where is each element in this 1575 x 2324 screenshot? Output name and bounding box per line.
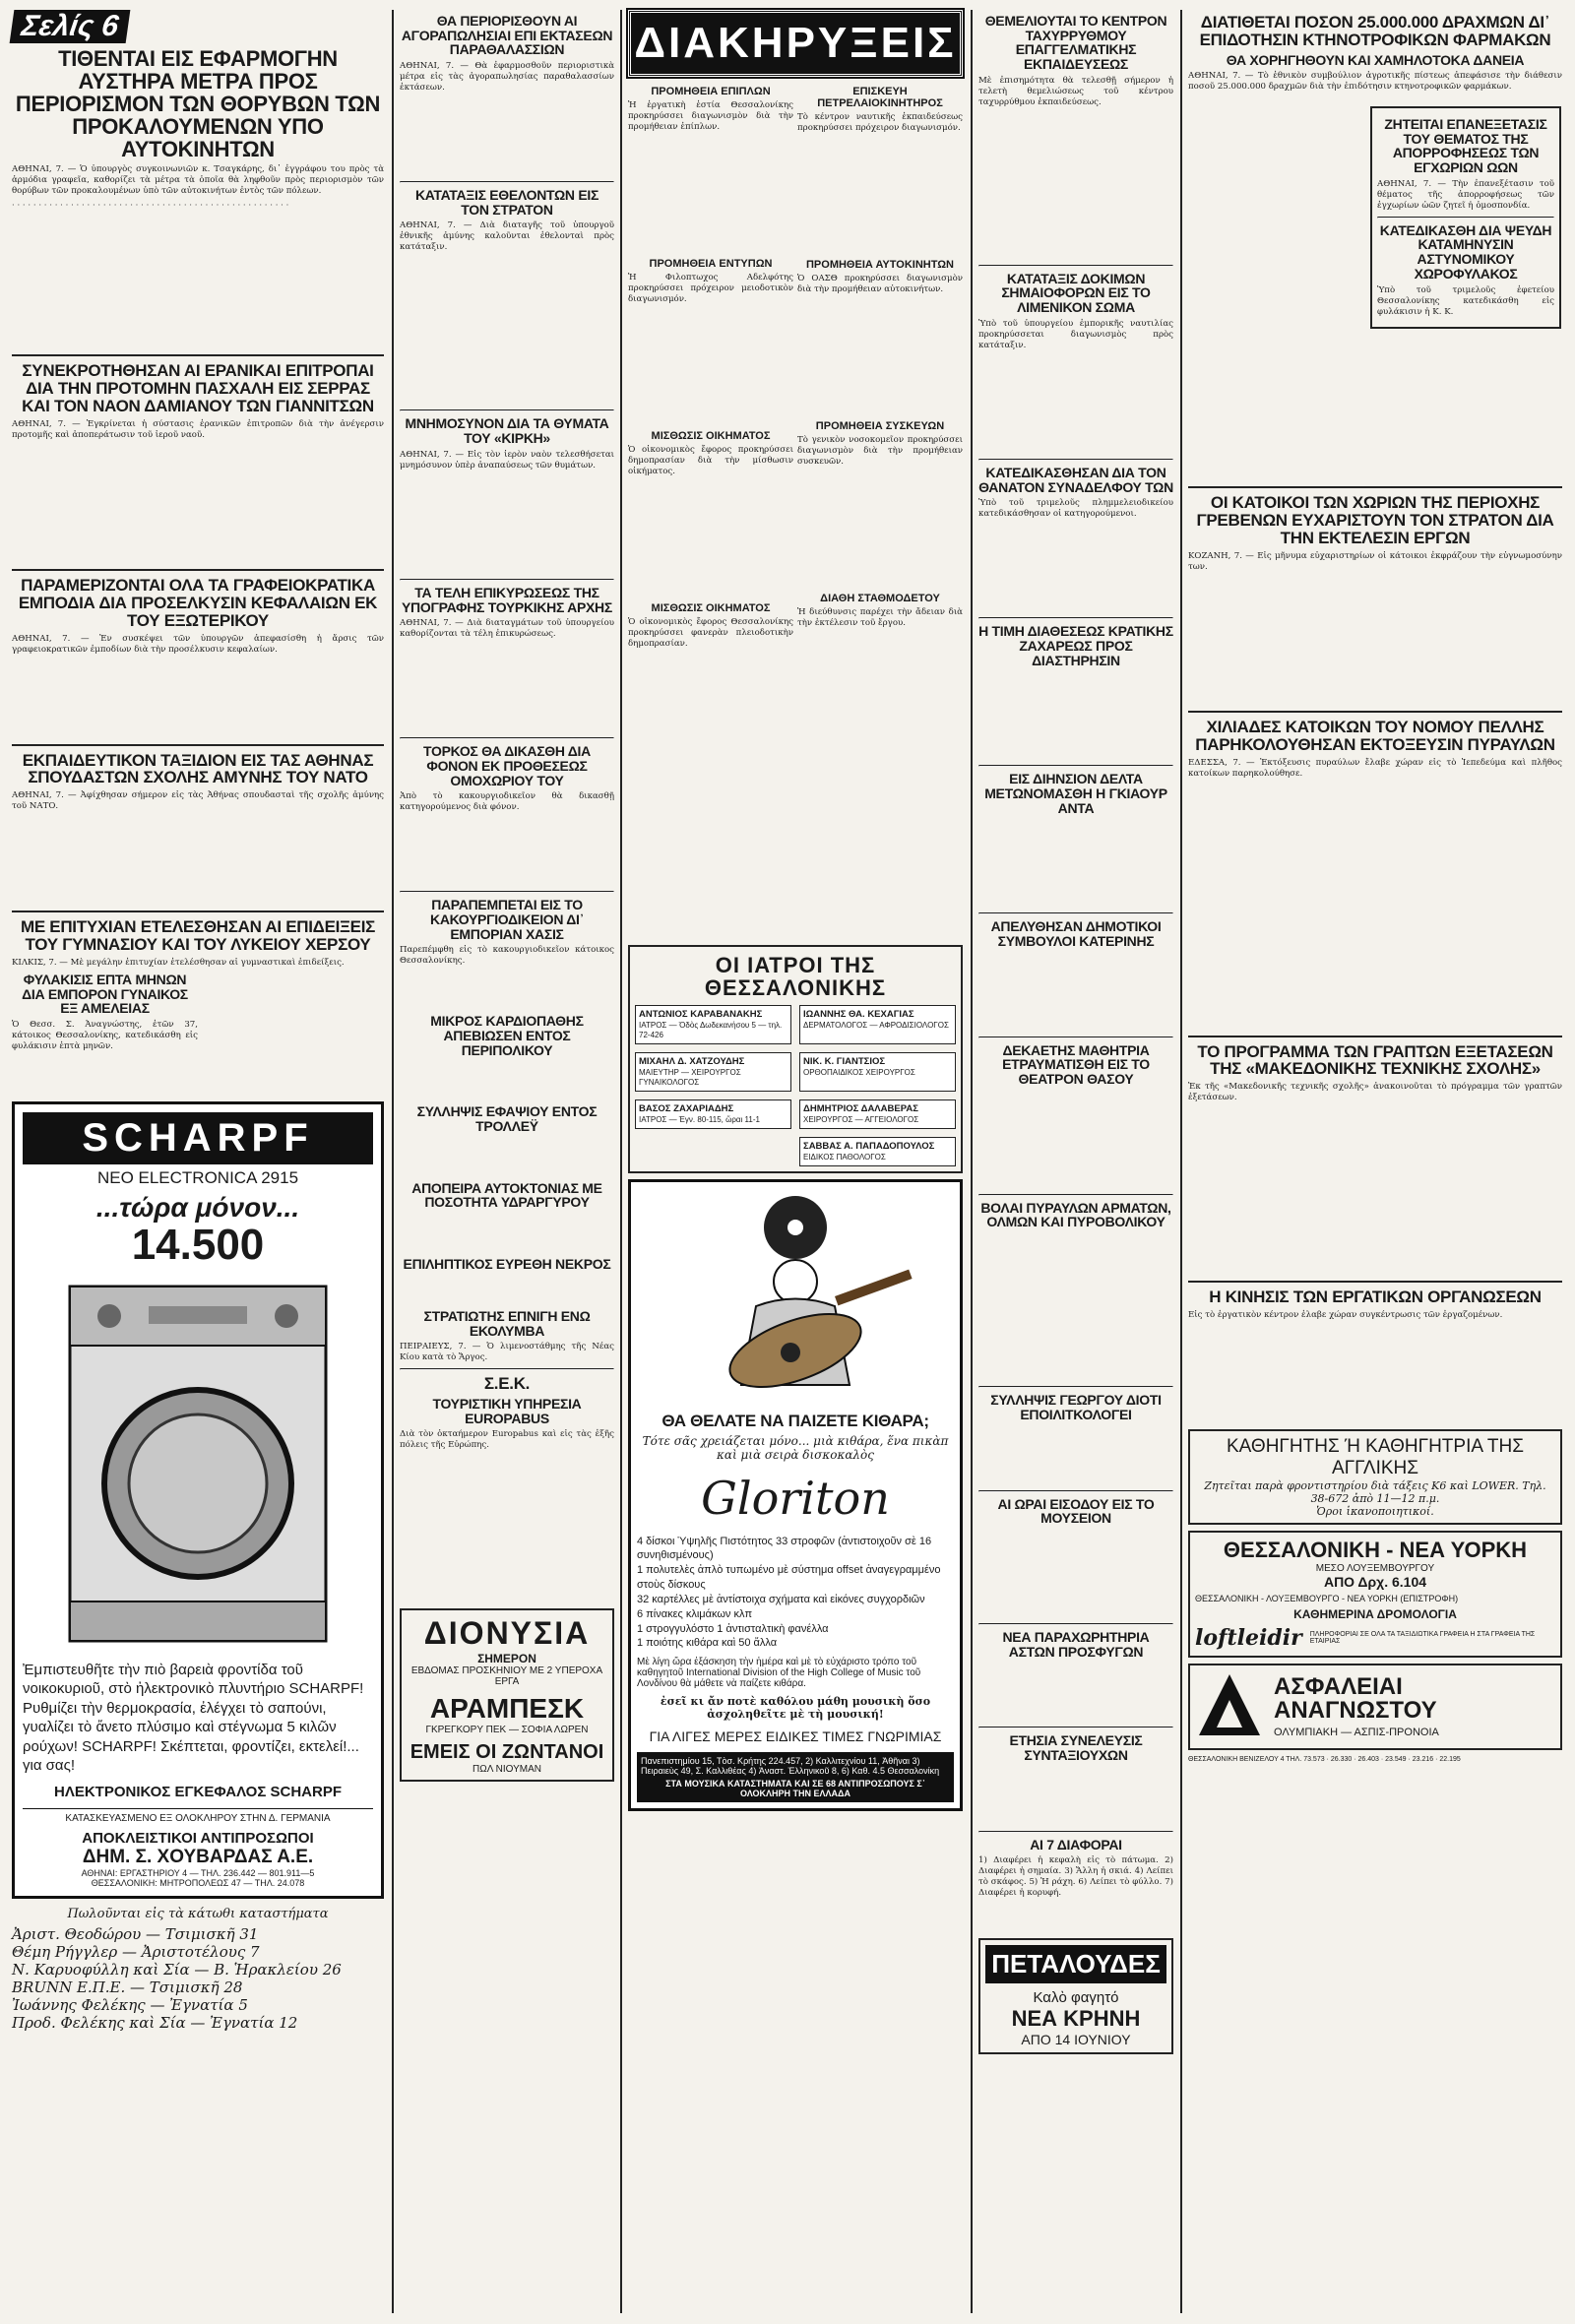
article-memorial: ΑΘΗΝΑΙ, 7. — Εἰς τὸν ἱερὸν ναὸν τελεσθήσεται μνημόσυνον ὑπὲρ ἀναπαύσεως τῶν θυμάτων. — [400, 449, 614, 471]
column-2 — [400, 10, 614, 1788]
article-hashish: Παρεπέμφθη εἰς τὸ κακουργιοδικεῖον κάτοικος Θεσσαλονίκης. — [400, 945, 614, 967]
scharpf-company: ΔΗΜ. Σ. ΧΟΥΒΑΡΔΑΣ Α.Ε. — [82, 1846, 314, 1867]
dionysia-today: ΣΗΜΕΡΟΝ — [477, 1652, 536, 1666]
announcement-body: Ὁ ΟΑΣΘ προκηρύσσει διαγωνισμὸν διὰ τὴν προμήθειαν αὐτοκινήτων. — [797, 274, 963, 294]
gloriton-offer: ΓΙΑ ΛΙΓΕΣ ΜΕΡΕΣ ΕΙΔΙΚΕΣ ΤΙΜΕΣ ΓΝΩΡΙΜΙΑΣ — [649, 1728, 942, 1745]
dionysia-film2: ΕΜΕΙΣ ΟΙ ΖΩΝΤΑΝΟΙ — [410, 1741, 604, 1764]
headline-refugees: ΝΕΑ ΠΑΡΑΧΩΡΗΤΗΡΙΑ ΑΣΤΩΝ ΠΡΟΣΦΥΓΩΝ — [1002, 1628, 1150, 1660]
guitar-subtitle: Τότε σᾶς χρειάζεται μόνο... μιὰ κιθάρα, ἕνα πικὰπ καὶ μιὰ σειρὰ δισκοκαλὸς — [642, 1433, 949, 1462]
doctor-card: ΔΗΜΗΤΡΙΟΣ ΔΑΛΑΒΕΡΑΣ ΧΕΙΡΟΥΡΓΟΣ — ΑΓΓΕΙΟΛΟΓΟΣ — [799, 1099, 956, 1129]
air-daily: ΚΑΘΗΜΕΡΙΝΑ ΔΡΟΜΟΛΟΓΙΑ — [1293, 1607, 1457, 1622]
headline-murder-trial: ΤΟΡΚΟΣ ΘΑ ΔΙΚΑΣΘΗ ΔΙΑ ΦΟΝΟΝ ΕΚ ΠΡΟΘΕΣΕΩΣ ΟΜΟΧΩΡΙΟΥ ΤΟΥ — [423, 743, 591, 788]
headline-committees: ΣΥΝΕΚΡΟΤΗΘΗΣΑΝ ΑΙ ΕΡΑΝΙΚΑΙ ΕΠΙΤΡΟΠΑΙ ΔΙΑ ΤΗΝ ΠΡΟΤΟΜΗΝ ΠΑΣΧΑΛΗ ΕΙΣ ΣΕΡΡΑΣ ΚΑΙ ΤΟΝ ΝΑΟΝ ΔΑΜΙΑΝΟΥ ΤΩΝ ΓΙΑΝΝΙΤΣΩΝ — [22, 361, 374, 416]
gloriton-ad — [628, 1179, 963, 1812]
sek-body: Διὰ τὸν ὀκταήμερον Europabus καὶ εἰς τὰς ἑξῆς πόλεις τῆς Εὐρώπης. — [400, 1429, 614, 1451]
ins-brand: ΑΣΦΑΛΕΙΑΙ ΑΝΑΓΝΩΣΤΟΥ — [1274, 1673, 1437, 1725]
store-item: BRUNN Ε.Π.Ε. — Τσιμισκῆ 28 — [12, 1978, 243, 1996]
gloriton-brand: Gloriton — [701, 1471, 890, 1525]
headline-convicted: ΚΑΤΕΔΙΚΑΣΘΗΣΑΝ ΔΙΑ ΤΟΝ ΘΑΝΑΤΟΝ ΣΥΝΑΔΕΛΦΟΥ ΤΩΝ — [978, 464, 1173, 495]
scharpf-sold-at: Πωλοῦνται εἰς τὰ κάτωθι καταστήματα — [67, 1906, 329, 1921]
headline-mercury: ΑΠΟΠΕΙΡΑ ΑΥΤΟΚΤΟΝΙΑΣ ΜΕ ΠΟΣΟΤΗΤΑ ΥΔΡΑΡΓΥΡΟΥ — [411, 1179, 602, 1211]
headline-pensioners: ΕΤΗΣΙΑ ΣΥΝΕΛΕΥΣΙΣ ΣΥΝΤΑΞΙΟΥΧΩΝ — [1009, 1732, 1143, 1763]
feature-item: 1 στρογγυλόστο 1 ἀντισταλτικὴ φανέλλα — [637, 1622, 829, 1635]
article-grevena: ΚΟΖΑΝΗ, 7. — Εἰς μῆνυμα εὐχαριστηρίων οἱ κάτοικοι ἐκφράζουν τὴν εὐγνωμοσύνην των. — [1188, 550, 1562, 572]
feature-item: 4 δίσκοι Ὑψηλῆς Πιστότητος 33 στροφῶν (ἀντιστοιχοῦν σὲ 16 συνηθισμένους) — [637, 1535, 932, 1562]
headline-coastal: ΘΑ ΠΕΡΙΟΡΙΣΘΟΥΝ ΑΙ ΑΓΟΡΑΠΩΛΗΣΙΑΙ ΕΠΙ ΕΚΤΑΣΕΩΝ ΠΑΡΑΘΑΛΑΣΣΙΩΝ — [401, 13, 613, 58]
doctors-grid — [633, 1003, 958, 1168]
announcement-heading: ΜΙΣΘΩΣΙΣ ΟΙΚΗΜΑΤΟΣ — [651, 602, 771, 614]
doctor-card: ΑΝΤΩΝΙΟΣ ΚΑΡΑΒΑΝΑΚΗΣ ΙΑΤΡΟΣ — Ὁδὸς Δωδεκανήσου 5 — τηλ. 72-426 — [635, 1005, 791, 1044]
headline-labor: Η ΚΙΝΗΣΙΣ ΤΩΝ ΕΡΓΑΤΙΚΩΝ ΟΡΓΑΝΩΣΕΩΝ — [1209, 1288, 1542, 1307]
scharpf-copy: Ἐμπιστευθῆτε τὴν πιὸ βαρειὰ φροντίδα τοῦ νοικοκυριοῦ, στὸ ἠλεκτρονικὸ πλυντήριο SCHARPF! Ρυθμίζει τὴν θερμοκρασία, ἐλέγχει τὸ σαπούνι, γυαλίζει τὸ ἄνετο πλύσιμο καὶ στέγνωμα 5 κιλῶν ρούχων! SCHARPF! Σκέπτεται, φροντίζει, εκτελεί!... για σας! — [23, 1661, 364, 1775]
article-convicted: Ὑπὸ τοῦ τριμελοῦς πλημμελειοδικείου κατεδικάσθησαν οἱ κατηγορούμενοι. — [978, 498, 1173, 520]
dionysia-cast1: ΓΚΡΕΓΚΟΡΥ ΠΕΚ — ΣΟΦΙΑ ΛΩΡΕΝ — [425, 1725, 589, 1736]
teacher-body: Ζητεῖται παρὰ φροντιστηρίου διὰ τάξεις Κ6 καὶ LOWER. Τηλ. 38-672 ἀπὸ 11—12 π.μ. — [1204, 1479, 1546, 1506]
announcement-heading: ΕΠΙΣΚΕΥΗ ΠΕΤΡΕΛΑΙΟΚΙΝΗΤΗΡΟΣ — [817, 86, 943, 109]
petaloudes-food: Καλὸ φαγητό — [1033, 1989, 1119, 2007]
article-noise-measures: ΑΘΗΝΑΙ, 7. — Ὁ ὑπουργὸς συγκοινωνιῶν κ. Τσαγκάρης, δι᾽ ἐγγράφου του πρὸς τὰ ἁρμόδια γραφεῖα, καθορίζει τὰ μέτρα τὰ ὁποῖα θὰ ληφθοῦν πρὸς περιορισμὸν τῶν θορύβων τῶν προκαλουμένων ὑπὸ τῶν αὐτοκινήτων ἐντὸς τῶν πόλεων. — [12, 164, 384, 197]
announcement-body: Ἡ διεύθυνσις παρέχει τὴν ἄδειαν διὰ τὴν ἐκτέλεσιν τοῦ ἔργου. — [797, 607, 963, 628]
headline-missile-fire: ΒΟΛΑΙ ΠΥΡΑΥΛΩΝ ΑΡΜΑΤΩΝ, ΟΛΜΩΝ ΚΑΙ ΠΥΡΟΒΟΛΙΚΟΥ — [980, 1199, 1171, 1230]
article-turkish-fees: ΑΘΗΝΑΙ, 7. — Διὰ διαταγμάτων τοῦ ὑπουργείου καθορίζονται τὰ τέλη ἐπικυρώσεως. — [400, 618, 614, 640]
headline-7-differences: ΑΙ 7 ΔΙΑΦΟΡΑΙ — [1030, 1836, 1122, 1853]
feature-item: 1 ποιότης κιθάρα καὶ 50 ἄλλα — [637, 1637, 778, 1650]
headline-false-report: ΚΑΤΕΔΙΚΑΣΘΗ ΔΙΑ ΨΕΥΔΗ ΚΑΤΑΜΗΝΥΣΙΝ ΑΣΤΥΝΟΜΙΚΟΥ ΧΩΡΟΦΥΛΑΚΟΣ — [1379, 221, 1552, 282]
article-gym-shows: ΚΙΛΚΙΣ, 7. — Μὲ μεγάλην ἐπιτυχίαν ἐτελέσθησαν αἱ γυμναστικαὶ ἐπιδείξεις. — [12, 957, 345, 968]
headline-cardiac: ΜΙΚΡΟΣ ΚΑΡΔΙΟΠΑΘΗΣ ΑΠΕΒΙΩΣΕΝ ΕΝΤΟΣ ΠΕΡΙΠΟΛΙΚΟΥ — [430, 1013, 584, 1058]
store-item: Ἀριστ. Θεοδώρου — Τσιμισκῆ 31 — [12, 1924, 259, 1943]
announcement-heading: ΠΡΟΜΗΘΕΙΑ ΣΥΣΚΕΥΩΝ — [815, 420, 945, 432]
headline-councillors: ΑΠΕΛΥΘΗΣΑΝ ΔΗΜΟΤΙΚΟΙ ΣΥΜΒΟΥΛΟΙ ΚΑΤΕΡΙΝΗΣ — [990, 918, 1162, 949]
article-murder-trial: Ἀπὸ τὸ κακουργιοδικεῖον θὰ δικασθῇ κατηγορούμενος διὰ φόνον. — [400, 791, 614, 813]
article-training-center: Μὲ ἐπισημότητα θὰ τελεσθῇ σήμερον ἡ τελετὴ θεμελιώσεως τοῦ κέντρου ταχυρρύθμου ἐκπαιδεύσεως. — [978, 75, 1173, 107]
headline-turkish-fees: ΤΑ ΤΕΛΗ ΕΠΙΚΥΡΩΣΕΩΣ ΤΗΣ ΥΠΟΓΡΑΦΗΣ ΤΟΥΡΚΙΚΗΣ ΑΡΧΗΣ — [402, 584, 612, 615]
dionysia-ad — [400, 1608, 614, 1782]
headline-bureaucracy: ΠΑΡΑΜΕΡΙΖΟΝΤΑΙ ΟΛΑ ΤΑ ΓΡΑΦΕΙΟΚΡΑΤΙΚΑ ΕΜΠΟΔΙΑ ΔΙΑ ΠΡΟΣΕΛΚΥΣΙΝ ΚΕΦΑΛΑΙΩΝ ΕΚ ΤΟΥ ΕΞΩΤΕΡΙΚΟΥ — [18, 576, 378, 630]
article-pella-rockets: ΕΔΕΣΣΑ, 7. — Ἐκτόξευσις πυραύλων ἔλαβε χώραν εἰς τὸ Ἱεπεδεύμα καὶ πλῆθος κατοίκων παρηκολούθησε. — [1188, 757, 1562, 779]
headline-gym-shows: ΜΕ ΕΠΙΤΥΧΙΑΝ ΕΤΕΛΕΣΘΗΣΑΝ ΑΙ ΕΠΙΔΕΙΞΕΙΣ ΤΟΥ ΓΥΜΝΑΣΙΟΥ ΚΑΙ ΤΟΥ ΛΥΚΕΙΟΥ ΧΕΡΣΟΥ — [20, 917, 376, 955]
announcements-banner: ΔΙΑΚΗΡΥΞΕΙΣ — [628, 10, 963, 77]
feature-item: 6 πίνακες κλιμάκων κλπ — [637, 1607, 753, 1620]
doctors-section — [628, 945, 963, 1173]
headline-pella-rockets: ΧΙΛΙΑΔΕΣ ΚΑΤΟΙΚΩΝ ΤΟΥ ΝΟΜΟΥ ΠΕΛΛΗΣ ΠΑΡΗΚΟΛΟΥΘΗΣΑΝ ΕΚΤΟΞΕΥΣΙΝ ΠΥΡΑΥΛΩΝ — [1195, 717, 1555, 754]
headline-exam-program: ΤΟ ΠΡΟΓΡΑΜΜΑ ΤΩΝ ΓΡΑΠΤΩΝ ΕΞΕΤΑΣΕΩΝ ΤΗΣ «ΜΑΚΕΔΟΝΙΚΗΣ ΤΕΧΝΙΚΗΣ ΣΧΟΛΗΣ» — [1197, 1041, 1553, 1079]
ins-sub: ΟΛΥΜΠΙΑΚΗ — ΑΣΠΙΣ-ΠΡΟΝΟΙΑ — [1274, 1727, 1439, 1739]
article-eggs: ΑΘΗΝΑΙ, 7. — Τὴν ἐπανεξέτασιν τοῦ θέματος τῆς ἀπορροφήσεως τῶν ἐγχωρίων ὠῶν ζητεῖ ἡ ὁμοσπονδία. — [1377, 178, 1554, 211]
teacher-title: ΚΑΘΗΓΗΤΗΣ Ή ΚΑΘΗΓΗΤΡΙΑ ΤΗΣ ΑΓΓΛΙΚΗΣ — [1226, 1436, 1524, 1479]
feature-item: 32 καρτέλλες μὲ ἀντίστοιχα σχήματα καὶ εἰκόνες συγχορδιῶν — [637, 1593, 925, 1605]
feature-item: 1 πολυτελὲς ἀπλὸ τυπωμένο μὲ σύστημα offset ἀναγεγραμμένο στοὺς δίσκους — [637, 1564, 941, 1592]
petaloudes-place: ΝΕΑ ΚΡΗΝΗ — [1011, 2006, 1141, 2032]
section-tag: Σελίς 6 — [10, 10, 131, 43]
ins-address: ΘΕΣΣΑΛΟΝΙΚΗ ΒΕΝΙΖΕΛΟΥ 4 ΤΗΛ. 73.573 · 26.330 · 26.403 · 23.549 · 23.216 · 22.195 — [1188, 1756, 1461, 1764]
air-route: ΘΕΣΣΑΛΟΝΙΚΗ - ΛΟΥΞΕΜΒΟΥΡΓΟ - ΝΕΑ ΥΟΡΚΗ (ΕΠΙΣΤΡΟΦΗ) — [1195, 1594, 1459, 1604]
petaloudes-title: ΠΕΤΑΛΟΥΔΕΣ — [985, 1945, 1166, 1983]
announcement-heading: ΠΡΟΜΗΘΕΙΑ ΕΠΙΠΛΩΝ — [651, 86, 771, 97]
article-port-police: Ὑπὸ τοῦ ὑπουργείου ἐμπορικῆς ναυτιλίας προκηρύσσεται διαγωνισμὸς πρὸς κατάταξιν. — [978, 318, 1173, 350]
headline-giaour: ΕΙΣ ΔΙΗΝΣΙΟΝ ΔΕΛΤΑ ΜΕΤΩΝΟΜΑΣΘΗ Η ΓΚΙΑΟΥΡ ΑΝΤΑ — [984, 771, 1167, 816]
announcement-body: Τὸ γενικὸν νοσοκομεῖον προκηρύσσει διαγωνισμὸν διὰ τὴν προμήθειαν συσκευῶν. — [797, 435, 963, 467]
english-teacher-ad — [1188, 1429, 1562, 1525]
headline-trolley: ΣΥΛΛΗΨΙΣ ΕΦΑΨΙΟΥ ΕΝΤΟΣ ΤΡΟΛΛΕΫ — [416, 1103, 598, 1135]
store-item: Ν. Καρυοφύλλη καὶ Σία — Β. Ἡρακλείου 26 — [12, 1960, 342, 1979]
store-item: Ἰωάννης Φελέκης — Ἐγνατία 5 — [12, 1995, 248, 2014]
gloriton-tag: ἐσεῖ κι ἄν ποτὲ καθόλου μάθη μουσικὴ ὅσο ἀσχοληθεῖτε μὲ τὴ μουσική! — [660, 1695, 931, 1722]
guitar-illustration — [637, 1188, 954, 1409]
gloriton-stores: Πανεπιστημίου 15, Τὸσ. Κρήτης 224.457, 2) Καλλιτεχνίου 11, Ἀθῆναι 3) Πειραιεὺς 49, Σ. Καλλιθέας 4) Ἀναστ. Ἑλληνικοῦ 8, 6) Καθ. 4.5 Θεσσαλονίκη ΣΤΑ ΜΟΥΣΙΚΑ ΚΑΤΑΣΤΗΜΑΤΑ ΚΑΙ ΣΕ 68 ΑΝΤΙΠΡΟΣΩΠΟΥΣ Σ᾽ ΟΛΟΚΛΗΡΗ ΤΗΝ ΕΛΛΑΔΑ — [637, 1752, 954, 1802]
scharpf-model: NEO ELECTRONICA 2915 — [96, 1167, 299, 1187]
headline-grevena: ΟΙ ΚΑΤΟΙΚΟΙ ΤΩΝ ΧΩΡΙΩΝ ΤΗΣ ΠΕΡΙΟΧΗΣ ΓΡΕΒΕΝΩΝ ΕΥΧΑΡΙΣΤΟΥΝ ΤΟΝ ΣΤΡΑΤΟΝ ΔΙΑ ΤΗΝ ΕΚΤΕΛΕΣΙΝ ΕΡΓΩΝ — [1196, 493, 1554, 548]
dionysia-cast2: ΠΩΛ ΝΙΟΥΜΑΝ — [472, 1764, 541, 1776]
article-labor: Εἰς τὸ ἐργατικὸν κέντρον ἐλαβε χώραν συγκέντρωσις τῶν ἐργαζομένων. — [1188, 1310, 1503, 1321]
scharpf-brand: SCHARPF — [23, 1112, 373, 1164]
scharpf-addr2: ΘΕΣΣΑΛΟΝΙΚΗ: ΜΗΤΡΟΠΟΛΕΩΣ 47 — ΤΗΛ. 24.078 — [91, 1877, 305, 1888]
dionysia-title: ΔΙΟΝΥΣΙΑ — [423, 1615, 591, 1652]
scharpf-ad — [12, 1101, 384, 1899]
headline-memorial: ΜΝΗΜΟΣΥΝΟΝ ΔΙΑ ΤΑ ΘΥΜΑΤΑ ΤΟΥ «ΚΙΡΚΗ» — [405, 415, 609, 447]
teacher-conditions: Ὁροι ἱκανοποιητικοί. — [1316, 1505, 1434, 1519]
announcements-right — [797, 83, 963, 654]
store-item: Προδ. Φελέκης καὶ Σία — Ἐγνατία 12 — [12, 2013, 298, 2032]
article-imprisonment: Ὁ Θεσσ. Σ. Ἀναγνώστης, ἐτῶν 37, κάτοικος Θεσσαλονίκης, κατεδικάσθη εἰς φυλάκισιν ἑπτὰ μηνῶν. — [12, 1019, 198, 1051]
dionysia-week: ΕΒΔΟΜΑΣ ΠΡΟΣΚΗΝΙΟΥ ΜΕ 2 ΥΠΕΡΟΧΑ ΕΡΓΑ — [410, 1665, 603, 1688]
washing-machine-image — [50, 1277, 346, 1651]
article-coastal: ΑΘΗΝΑΙ, 7. — Θὰ ἐφαρμοσθοῦν περιοριστικὰ μέτρα εἰς τὰς ἀγοραπωλησίας παραθαλασσίων ἐκτάσεων. — [400, 61, 614, 94]
doctor-card: ΣΑΒΒΑΣ Α. ΠΑΠΑΔΟΠΟΥΛΟΣ ΕΙΔΙΚΟΣ ΠΑΘΟΛΟΓΟΣ — [799, 1137, 956, 1166]
headline-farmer-arrest: ΣΥΛΛΗΨΙΣ ΓΕΩΡΓΟΥ ΔΙΟΤΙ ΕΠΟΙΛΙΤΚΟΛΟΓΕΙ — [990, 1392, 1162, 1422]
headline-port-police: ΚΑΤΑΤΑΞΙΣ ΔΟΚΙΜΩΝ ΣΗΜΑΙΟΦΟΡΩΝ ΕΙΣ ΤΟ ΛΙΜΕΝΙΚΟΝ ΣΩΜΑ — [1001, 270, 1151, 316]
column-divider — [392, 10, 394, 2313]
dionysia-film1: ΑΡΑΜΠΕΣΚ — [429, 1693, 585, 1725]
announcement-heading: ΠΡΟΜΗΘΕΙΑ ΑΥΤΟΚΙΝΗΤΩΝ — [805, 259, 954, 271]
article-exam-program: Ἐκ τῆς «Μακεδονικῆς τεχνικῆς σχολῆς» ἀνακοινοῦται τὸ πρόγραμμα τῶν γραπτῶν ἐξετάσεων. — [1188, 1082, 1562, 1103]
announcement-heading: ΠΡΟΜΗΘΕΙΑ ΕΝΤΥΠΩΝ — [649, 258, 773, 270]
announcement-body: Ὁ οἰκονομικὸς ἔφορος προκηρύσσει δημοπρασίαν διὰ τὴν μίσθωσιν οἰκήματος. — [628, 445, 793, 476]
column-divider — [1180, 10, 1182, 2313]
gloriton-copy: Μὲ λίγη ὥρα ἐξάσκηση τὴν ἡμέρα καὶ μὲ τὸ εὐχάριστο τρόπο τοῦ καθηγητοῦ International Division of the High College of Music τοῦ Λονδίνου θὰ μάθετε νὰ παίζετε κιθάρα. — [637, 1657, 921, 1690]
headline-eggs: ΖΗΤΕΙΤΑΙ ΕΠΑΝΕΞΕΤΑΣΙΣ ΤΟΥ ΘΕΜΑΤΟΣ ΤΗΣ ΑΠΟΡΡΟΦΗΣΕΩΣ ΤΩΝ ΕΓΧΩΡΙΩΝ ΩΩΝ — [1384, 116, 1547, 176]
petaloudes-date: ΑΠΟ 14 ΙΟΥΝΙΟΥ — [1021, 2032, 1131, 2048]
air-price: ΑΠΟ Δρχ. 6.104 — [1323, 1574, 1427, 1591]
column-1 — [12, 10, 384, 2032]
announcement-heading: ΜΙΣΘΩΣΙΣ ΟΙΚΗΜΑΤΟΣ — [651, 430, 771, 442]
headline-volunteers: ΚΑΤΑΤΑΞΙΣ ΕΘΕΛΟΝΤΩΝ ΕΙΣ ΤΟΝ ΣΤΡΑΤΟΝ — [414, 187, 599, 218]
article-vet-subsidy: ΑΘΗΝΑΙ, 7. — Τὸ ἐθνικὸν συμβούλιον ἀγροτικῆς πίστεως ἀπεφάσισε τὴν διάθεσιν ποσοῦ 25.000.000 δραχμῶν διὰ τὴν ἐπιδότησιν κτηνοτροφικῶν φαρμάκων. — [1188, 71, 1562, 93]
air-title: ΘΕΣΣΑΛΟΝΙΚΗ - ΝΕΑ ΥΟΡΚΗ — [1223, 1538, 1528, 1563]
scharpf-brain: ΗΛΕΚΤΡΟΝΙΚΟΣ ΕΓΚΕΦΑΛΟΣ SCHARPF — [53, 1783, 343, 1800]
loftleidir-ad — [1188, 1531, 1562, 1658]
headline-training-center: ΘΕΜΕΛΙΟΥΤΑΙ ΤΟ ΚΕΝΤΡΟΝ ΤΑΧΥΡΡΥΘΜΟΥ ΕΠΑΓΓΕΛΜΑΤΙΚΗΣ ΕΚΠΑΙΔΕΥΣΕΩΣ — [984, 13, 1167, 73]
doctor-card: ΙΩΑΝΝΗΣ ΘΑ. ΚΕΧΑΓΙΑΣ ΔΕΡΜΑΤΟΛΟΓΟΣ — ΑΦΡΟΔΙΣΙΟΛΟΓΟΣ — [799, 1005, 956, 1044]
sek-headline: ΤΟΥΡΙΣΤΙΚΗ ΥΠΗΡΕΣΙΑ EUROPABUS — [432, 1396, 582, 1426]
eggs-box — [1370, 106, 1561, 329]
headline-noise-measures: ΤΙΘΕΝΤΑΙ ΕΙΣ ΕΦΑΡΜΟΓΗΝ ΑΥΣΤΗΡΑ ΜΕΤΡΑ ΠΡΟΣ ΠΕΡΙΟΡΙΣΜΟΝ ΤΩΝ ΘΟΡΥΒΩΝ ΤΩΝ ΠΡΟΚΑΛΟΥΜΕΝΩΝ ΥΠΟ ΑΥΤΟΚΙΝΗΤΩΝ — [15, 46, 381, 162]
article-nato-trip: ΑΘΗΝΑΙ, 7. — Ἀφίχθησαν σήμερον εἰς τὰς Ἀθήνας σπουδασταὶ τῆς σχολῆς ἀμύνης τοῦ ΝΑΤΟ. — [12, 790, 384, 812]
announcement-body: Τὸ κέντρον ναυτικῆς ἐκπαιδεύσεως προκηρύσσει πρόχειρον διαγωνισμόν. — [797, 112, 963, 133]
scharpf-made: ΚΑΤΑΣΚΕΥΑΣΜΕΝΟ ΕΞ ΟΛΟΚΛΗΡΟΥ ΣΤΗΝ Δ. ΓΕΡΜΑΝΙΑ — [23, 1808, 373, 1824]
announcement-body: Ἡ ἐργατικὴ ἑστία Θεσσαλονίκης προκηρύσσει διαγωνισμὸν διὰ τὴν προμήθειαν ἐπίπλων. — [628, 100, 793, 132]
doctor-card: ΒΑΣΟΣ ΖΑΧΑΡΙΑΔΗΣ ΙΑΤΡΟΣ — Ἐγν. 80-115, ὥραι 11-1 — [635, 1099, 791, 1129]
column-divider — [971, 10, 973, 2313]
sek-title: Σ.Ε.Κ. — [483, 1374, 531, 1394]
article-noise-measures-cont: · · · · · · · · · · · · · · · · · · · · · · · · · · · · · · · · · · · · · · · · · · · · · · · · · · · · — [12, 201, 289, 212]
headline-hashish: ΠΑΡΑΠΕΜΠΕΤΑΙ ΕΙΣ ΤΟ ΚΑΚΟΥΡΓΙΟΔΙΚΕΙΟΝ ΔΙ᾽ ΕΜΠΟΡΙΑΝ ΧΑΣΙΣ — [430, 897, 584, 942]
air-via: ΜΕΣΟ ΛΟΥΞΕΜΒΟΥΡΓΟΥ — [1315, 1563, 1435, 1575]
scharpf-addr1: ΑΘΗΝΑΙ: ΕΡΓΑΣΤΗΡΙΟΥ 4 — ΤΗΛ. 236.442 — 801.911—5 — [81, 1867, 315, 1878]
headline-nato-trip: ΕΚΠΑΙΔΕΥΤΙΚΟΝ ΤΑΞΙΔΙΟΝ ΕΙΣ ΤΑΣ ΑΘΗΝΑΣ ΣΠΟΥΔΑΣΤΩΝ ΣΧΟΛΗΣ ΑΜΥΝΗΣ ΤΟΥ ΝΑΤΟ — [22, 750, 374, 787]
scharpf-now-only: ...τώρα μόνον... — [95, 1191, 300, 1223]
air-small: ΠΛΗΡΟΦΟΡΙΑΙ ΣΕ ΟΛΑ ΤΑ ΤΑΞΙΔΙΩΤΙΚΑ ΓΡΑΦΕΙΑ Η ΣΤΑ ΓΡΑΦΕΙΑ ΤΗΣ ΕΤΑΙΡΙΑΣ — [1309, 1631, 1536, 1646]
scharpf-stores — [12, 1907, 384, 2032]
doctors-title: ΟΙ ΙΑΤΡΟΙ ΤΗΣ ΘΕΣΣΑΛΟΝΙΚΗΣ — [704, 953, 887, 1001]
headline-museum-hours: ΑΙ ΩΡΑΙ ΕΙΣΟΔΟΥ ΕΙΣ ΤΟ ΜΟΥΣΕΙΟΝ — [997, 1495, 1155, 1527]
scharpf-price: 14.500 — [131, 1220, 265, 1269]
article-bureaucracy: ΑΘΗΝΑΙ, 7. — Ἐν συσκέψει τῶν ὑπουργῶν ἀπεφασίσθη ἡ ἄρσις τῶν γραφειοκρατικῶν ἐμποδίων διὰ τὴν προσέλκυσιν κεφαλαίων. — [12, 633, 384, 655]
announcements-grid — [628, 83, 963, 654]
anagnostou-logo-icon — [1195, 1670, 1264, 1743]
article-committees: ΑΘΗΝΑΙ, 7. — Ἐγκρίνεται ἡ σύστασις ἐρανικῶν ἐπιτροπῶν διὰ τὴν ἀνέγερσιν προτομῆς καὶ ἀποπεράτωσιν τοῦ ἱεροῦ ναοῦ. — [12, 419, 384, 440]
air-brand: loftleidir — [1195, 1625, 1302, 1652]
doctor-card: ΝΙΚ. Κ. ΓΙΑΝΤΣΙΟΣ ΟΡΘΟΠΑΙΔΙΚΟΣ ΧΕΙΡΟΥΡΓΟΣ — [799, 1052, 956, 1092]
headline-vet-subsidy: ΔΙΑΤΙΘΕΤΑΙ ΠΟΣΟΝ 25.000.000 ΔΡΑΧΜΩΝ ΔΙ᾽ ΕΠΙΔΟΤΗΣΙΝ ΚΤΗΝΟΤΡΟΦΙΚΩΝ ΦΑΡΜΑΚΩΝ — [1199, 13, 1551, 49]
article-false-report: Ὑπὸ τοῦ τριμελοῦς ἐφετείου Θεσσαλονίκης κατεδικάσθη εἰς φυλάκισιν ἡ Κ. Κ. — [1377, 284, 1554, 317]
headline-vet-loans: ΘΑ ΧΟΡΗΓΗΘΟΥΝ ΚΑΙ ΧΑΜΗΛΟΤΟΚΑ ΔΑΝΕΙΑ — [1226, 51, 1525, 68]
headline-epileptic: ΕΠΙΛΗΠΤΙΚΟΣ ΕΥΡΕΘΗ ΝΕΚΡΟΣ — [403, 1256, 611, 1273]
headline-imprisonment: ΦΥΛΑΚΙΣΙΣ ΕΠΤΑ ΜΗΝΩΝ ΔΙΑ ΕΜΠΟΡΟΝ ΓΥΝΑΙΚΟΣ ΕΞ ΑΜΕΛΕΙΑΣ — [22, 971, 188, 1017]
article-soldier: ΠΕΙΡΑΙΕΥΣ, 7. — Ὁ λιμενοστάθμης τῆς Νέας Κίου κατὰ τὸ Ἄργος. — [400, 1342, 614, 1363]
headline-soldier: ΣΤΡΑΤΙΩΤΗΣ ΕΠΝΙΓΗ ΕΝΩ ΕΚΟΛΥΜΒΑ — [423, 1307, 591, 1339]
gloriton-features — [637, 1535, 954, 1652]
column-4 — [978, 10, 1173, 2060]
guitar-question: ΘΑ ΘΕΛΑΤΕ ΝΑ ΠΑΙΖΕΤΕ ΚΙΘΑΡΑ; — [662, 1411, 929, 1430]
announcement-body: Ἡ Φιλοπτωχος Αδελφότης προκηρύσσει πρόχειρον μειοδοτικὸν διαγωνισμόν. — [628, 273, 793, 304]
announcements-left — [628, 83, 793, 654]
article-volunteers: ΑΘΗΝΑΙ, 7. — Διὰ διαταγῆς τοῦ ὑπουργοῦ ἐθνικῆς ἀμύνης καλοῦνται ἐθελονταὶ πρὸς κατάταξιν. — [400, 220, 614, 253]
doctor-card: ΜΙΧΑΗΛ Δ. ΧΑΤΖΟΥΔΗΣ ΜΑΙΕΥΤΗΡ — ΧΕΙΡΟΥΡΓΟΣ ΓΥΝΑΙΚΟΛΟΓΟΣ — [635, 1052, 791, 1092]
store-item: Θέμη Ρήγγλερ — Ἀριστοτέλους 7 — [12, 1942, 260, 1961]
column-5 — [1188, 10, 1562, 1763]
anagnostou-ad — [1188, 1664, 1562, 1750]
scharpf-reps: ΑΠΟΚΛΕΙΣΤΙΚΟΙ ΑΝΤΙΠΡΟΣΩΠΟΙ — [82, 1829, 314, 1847]
petaloudes-ad — [978, 1938, 1173, 2054]
article-7-differences: 1) Διαφέρει ἡ κεφαλὴ εἰς τὸ πάτωμα. 2) Διαφέρει ἡ σημαία. 3) Ἄλλη ἡ σκιά. 4) Λείπει τὸ σκάφος. 5) Ἡ ράχη. 6) Λείπει τὸ φύλλο. 7) Διαφέρει ἡ κορυφή. — [978, 1855, 1173, 1899]
column-divider — [620, 10, 622, 2313]
headline-sugar-price: Η ΤΙΜΗ ΔΙΑΘΕΣΕΩΣ ΚΡΑΤΙΚΗΣ ΖΑΧΑΡΕΩΣ ΠΡΟΣ ΔΙΑΣΤΗΡΗΣΙΝ — [978, 623, 1173, 668]
announcement-heading: ΔΙΑΘΗ ΣΤΑΘΜΟΔΕΤΟΥ — [820, 593, 940, 604]
announcement-body: Ὁ οἰκονομικὸς ἔφορος Θεσσαλονίκης προκηρύσσει φανερὰν πλειοδοτικὴν δημοπρασίαν. — [628, 617, 793, 649]
column-3 — [628, 10, 963, 1811]
headline-student-injured: ΔΕΚΑΕΤΗΣ ΜΑΘΗΤΡΙΑ ΕΤΡΑΥΜΑΤΙΣΘΗ ΕΙΣ ΤΟ ΘΕΑΤΡΟΝ ΘΑΣΟΥ — [1002, 1041, 1150, 1088]
